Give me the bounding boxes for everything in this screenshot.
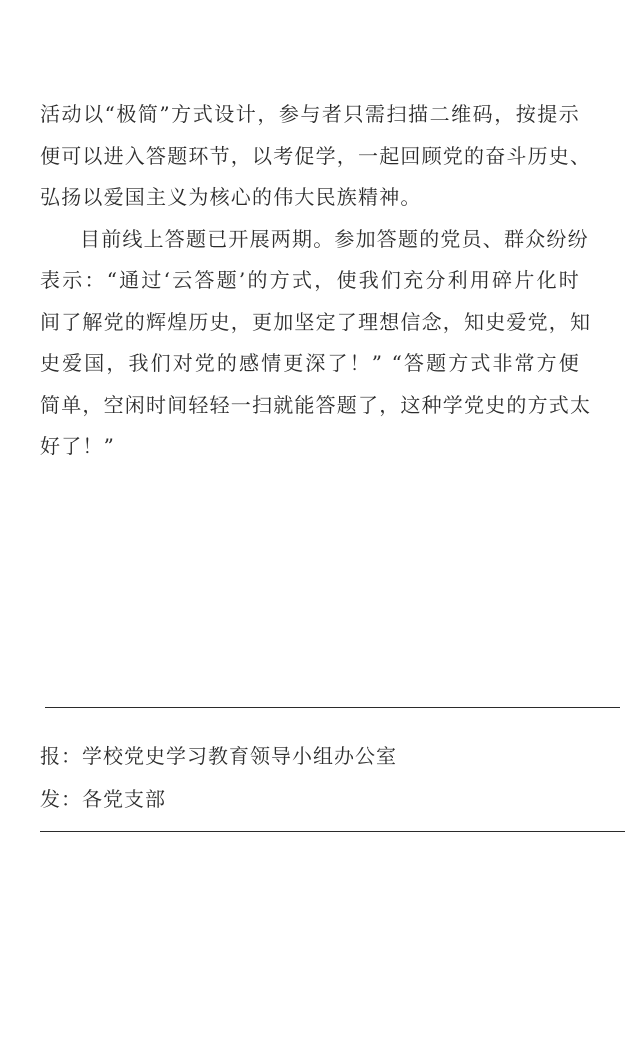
- text-line: 简单，空闲时间轻轻一扫就能答题了，这种学党史的方式太: [40, 392, 592, 417]
- send-to-line: 发：各党支部: [40, 787, 166, 811]
- text-line: 活动以“极简”方式设计，参与者只需扫描二维码，按提示: [40, 102, 580, 126]
- text-line: 表示：“通过‘云答题’的方式，使我们充分利用碎片化时: [40, 268, 580, 292]
- text-line: 便可以进入答题环节，以考促学，一起回顾党的奋斗历史、: [40, 143, 592, 168]
- paragraph-participant-feedback: [40, 219, 592, 468]
- text-line: 史爱国，我们对党的感情更深了！” “答题方式非常方便: [40, 351, 580, 375]
- text-line: 目前线上答题已开展两期。参加答题的党员、群众纷纷: [80, 226, 589, 251]
- text-line: 好了！”: [40, 434, 116, 458]
- divider-line-bottom: [40, 831, 625, 832]
- text-line: 弘扬以爱国主义为核心的伟大民族精神。: [40, 185, 422, 209]
- document-body: [40, 94, 592, 468]
- report-to-line: 报：学校党史学习教育领导小组办公室: [40, 744, 397, 768]
- paragraph-activity-intro: [40, 94, 592, 219]
- text-line: 间了解党的辉煌历史，更加坚定了理想信念，知史爱党，知: [40, 309, 592, 334]
- divider-line-top: [45, 707, 620, 708]
